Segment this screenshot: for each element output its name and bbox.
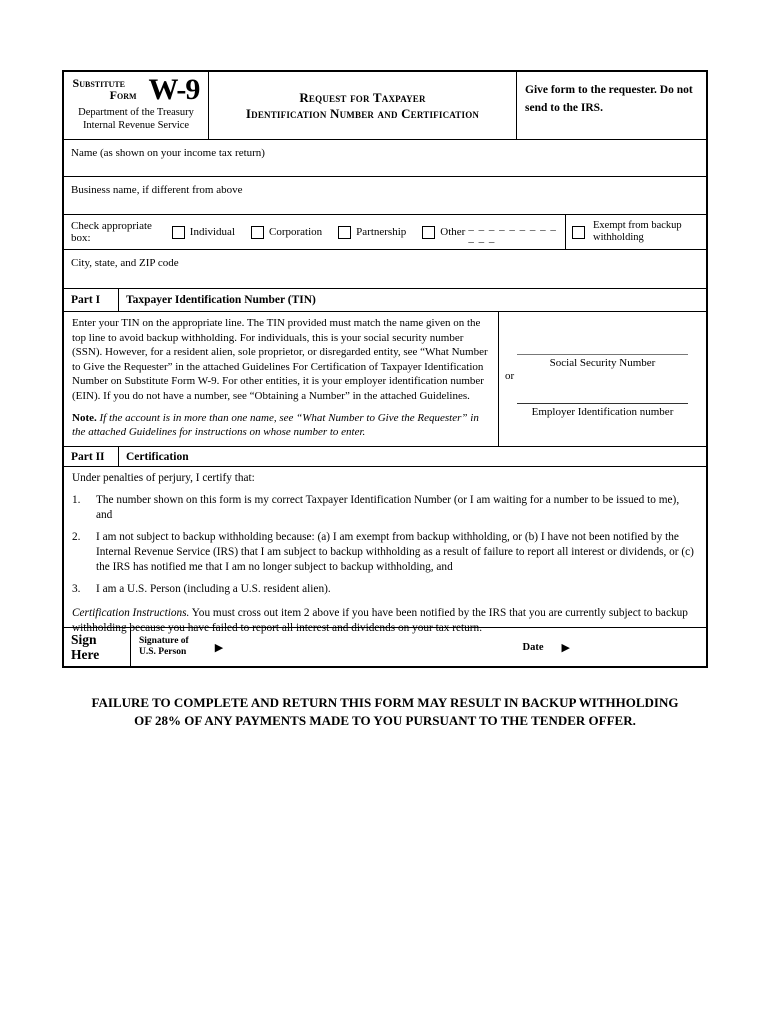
partnership-label: Partnership [356, 226, 407, 238]
ein-input-line[interactable] [517, 403, 688, 404]
entity-type-cell [64, 215, 566, 249]
part1-note-label: Note. [72, 411, 97, 424]
exempt-label: Exempt from backup withholding [593, 220, 682, 243]
requester-note-cell [517, 72, 706, 139]
certification-instructions-text: You must cross out item 2 above if you have been notified by the IRS that you are currently subject to backup withholding because you have failed to report all interest and dividends on your tax return. [72, 607, 688, 634]
form-id-block [64, 72, 209, 139]
item2-text: I am not subject to backup withholding because: (a) I am exempt from backup withholding, or (b) I have not been notified by the Internal Revenue Service (IRS) that I am subject to backup withholding as a result of failure to report all interest or dividends, or (c) the IRS has notified me that I am no longer subject to backup withholding, and [96, 531, 694, 573]
part2-label: Part II [64, 447, 119, 466]
business-name-field-label: Business name, if different from above [71, 184, 243, 196]
checkbox-group-individual [172, 226, 235, 239]
date-arrow-icon: ▶ [561, 640, 570, 654]
item2-number: 2. [72, 531, 81, 543]
form-title-line2: Identification Number and Certification [245, 105, 480, 121]
signature-of-line2: U.S. Person [139, 647, 187, 657]
form-header-row [64, 72, 706, 140]
corporation-label: Corporation [269, 226, 323, 238]
checkbox-group-partnership [338, 226, 406, 239]
department-line1: Department of the Treasury [78, 107, 194, 118]
substitute-label: Substitute [72, 76, 126, 90]
exempt-checkbox[interactable] [572, 226, 585, 239]
sign-here-row [64, 628, 706, 666]
check-box-instruction-label: Check appropriate box: [71, 220, 152, 244]
sign-here-label [64, 628, 131, 666]
department-line2: Internal Revenue Service [82, 119, 190, 131]
city-field-label: City, state, and ZIP code [71, 257, 179, 269]
warning-line2: OF 28% OF ANY PAYMENTS MADE TO YOU PURSUANT TO THE TENDER OFFER. [134, 713, 636, 728]
part2-header-row [64, 447, 706, 467]
item1-text: The number shown on this form is my correct Taxpayer Identification Number (or I am waiting for a number to be issued to me), and [96, 494, 680, 521]
part1-label: Part I [64, 289, 119, 311]
tin-entry-area [499, 312, 706, 446]
w9-form-table [62, 70, 708, 668]
other-label: Other [440, 226, 466, 238]
corporation-checkbox[interactable] [251, 226, 264, 239]
department-lines [78, 107, 194, 132]
checkbox-group-corporation [251, 226, 322, 239]
sign-word: Sign [71, 632, 97, 647]
warning-line1: FAILURE TO COMPLETE AND RETURN THIS FORM MAY RESULT IN BACKUP WITHHOLDING [91, 695, 679, 710]
date-group [523, 641, 580, 654]
here-word: Here [71, 647, 100, 662]
individual-label: Individual [189, 226, 235, 238]
substitute-form-block [72, 73, 200, 106]
ssn-input-line[interactable] [517, 354, 688, 355]
partnership-checkbox[interactable] [338, 226, 351, 239]
business-name-field-row [64, 177, 706, 215]
checkbox-group-other [422, 220, 558, 244]
part2-body-row [64, 467, 706, 634]
item3-text: I am a U.S. Person (including a U.S. resident alien). [96, 583, 331, 595]
ssn-label: Social Security Number [549, 357, 656, 369]
item1-number: 1. [72, 494, 81, 506]
part1-title: Taxpayer Identification Number (TIN) [126, 294, 316, 306]
part1-instructions-text: Enter your TIN on the appropriate line. The TIN provided must match the name given on the top line to avoid backup withholding. For individuals, this is your social security number (SSN). However, for a resident alien, sole proprietor, or disregarded entity, see “What Number to Give the Requester” in the attached Guidelines For Certification of Taxpayer Identification Number on Substitute Form W-9. For other entities, it is your employer identification number (EIN). If you do not have a number, see “Obtaining a Number” in the attached Guidelines. [72, 317, 488, 402]
name-field[interactable] [64, 140, 706, 176]
certification-instructions-label: Certification Instructions. [72, 607, 190, 619]
ein-label: Employer Identification number [531, 406, 674, 418]
requester-note: Give form to the requester. Do not send to the IRS. [525, 84, 693, 114]
certification-item-2 [72, 530, 698, 575]
name-field-label: Name (as shown on your income tax return) [71, 147, 265, 159]
certification-intro: Under penalties of perjury, I certify that: [72, 472, 255, 484]
substitute-form-lines [73, 77, 147, 101]
part1-note-text: If the account is in more than one name, see “What Number to Give the Requester” in the attached Guidelines for instructions on whose number to enter. [72, 411, 479, 439]
city-field-row [64, 250, 706, 289]
exempt-cell [566, 215, 706, 249]
certification-item-1 [72, 493, 698, 523]
form-word-label: Form [109, 88, 137, 102]
city-field[interactable] [64, 250, 706, 288]
form-title-line1: Request for Taxpayer [299, 89, 426, 105]
backup-withholding-warning [62, 694, 708, 730]
other-checkbox[interactable] [422, 226, 435, 239]
form-number-w9: W-9 [148, 73, 200, 106]
signature-arrow-icon: ▶ [214, 640, 224, 654]
part1-header-row [64, 289, 706, 312]
date-label: Date [522, 641, 544, 653]
signature-of-label [139, 636, 189, 658]
form-title-block [209, 72, 517, 139]
or-label: or [505, 370, 515, 382]
signature-cell [131, 628, 706, 666]
individual-checkbox[interactable] [172, 226, 185, 239]
part1-instructions [64, 312, 499, 446]
item3-number: 3. [72, 583, 81, 595]
part2-title: Certification [126, 450, 189, 463]
signature-of-line1: Signature of [139, 636, 189, 646]
other-text-blank[interactable]: _ _ _ _ _ _ _ _ _ _ _ _ [468, 220, 557, 244]
part1-body-row [64, 312, 706, 447]
business-name-field[interactable] [64, 177, 706, 214]
certification-item-3 [72, 582, 698, 597]
entity-type-row [64, 215, 706, 250]
name-field-row [64, 140, 706, 177]
part1-note [72, 411, 490, 440]
